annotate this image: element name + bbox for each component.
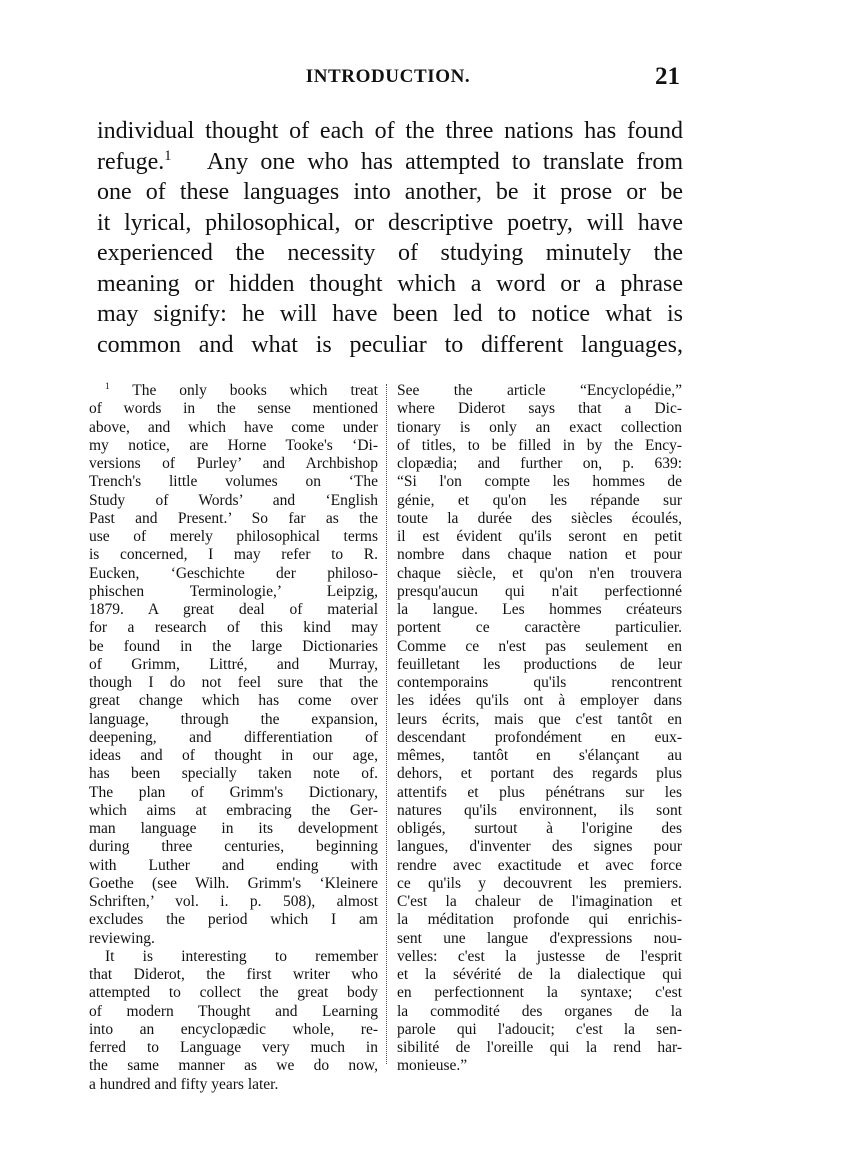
footnote-line: which aims at embracing the Ger-	[89, 801, 378, 819]
footnote-line: use of merely philosophical terms	[89, 528, 378, 545]
footnote-line: where Diderot says that a Dic-	[397, 400, 682, 418]
footnote-line: Trench's little volumes on ‘The	[89, 473, 378, 491]
footnote-line: reviewing.	[89, 929, 155, 947]
footnote-line: velles: c'est la justesse de l'esprit	[397, 947, 682, 965]
column-divider	[386, 384, 387, 1064]
footnote-line: ce qu'ils y decouvrent les premiers.	[397, 874, 682, 892]
text-fragment: Any one who has attempted to translate from	[206, 148, 683, 175]
footnote-line: toute la durée des siècles écoulés,	[397, 509, 682, 527]
page-number: 21	[655, 63, 680, 90]
footnote-line: la méditation profonde qui enrichis-	[397, 911, 682, 929]
footnote-line: language, through the expansion,	[89, 710, 378, 728]
footnote-marker: 1	[105, 381, 110, 392]
footnote-line: en perfectionnent la syntaxe; c'est	[397, 984, 682, 1002]
footnote-line: langues, d'inventer des signes pour	[397, 838, 682, 856]
footnote-line: versions of Purley’ and Archbishop	[89, 455, 378, 472]
footnote-line: of modern Thought and Learning	[89, 1002, 378, 1020]
footnote-line: excludes the period which I am	[89, 911, 378, 929]
text-line: one of these languages into another, be it prose or be	[97, 179, 683, 205]
footnote-line: Eucken, ‘Geschichte der philoso-	[89, 564, 378, 582]
footnote-line: of words in the sense mentioned	[89, 400, 378, 418]
footnote-line: presqu'aucun qui n'ait perfectionné	[397, 582, 682, 600]
footnote-line: phischen Terminologie,’ Leipzig,	[89, 582, 378, 600]
footnote-line: tionary is only an exact collection	[397, 418, 682, 436]
footnote-line: It is interesting to remember	[105, 947, 378, 965]
footnote-line: attentifs et plus pénétrans sur les	[397, 783, 682, 801]
footnote-line: be found in the large Dictionaries	[89, 637, 378, 655]
footnote-line: Past and Present.’ So far as the	[89, 509, 378, 527]
footnote-line: has been specially taken note of.	[89, 765, 378, 783]
footnote-line: The plan of Grimm's Dictionary,	[89, 783, 378, 801]
text-line: experienced the necessity of studying minutely the	[97, 240, 683, 266]
footnote-line: et la sévérité de la dialectique qui	[397, 966, 682, 983]
footnote-line: deepening, and differentiation of	[89, 728, 378, 746]
text-line: meaning or hidden thought which a word or a phrase	[97, 270, 683, 297]
footnote-reference: 1	[164, 147, 172, 164]
text-line	[97, 147, 683, 178]
footnote-line: descendant profondément en eux-	[397, 728, 682, 746]
footnote-line: la langue. Les hommes créateurs	[397, 601, 682, 618]
footnote-line: Goethe (see Wilh. Grimm's ‘Kleinere	[89, 874, 378, 892]
footnote-line: with Luther and ending with	[89, 856, 378, 874]
footnote-line: nombre dans chaque nation et pour	[397, 546, 682, 564]
footnote-line: attempted to collect the great body	[89, 984, 378, 1002]
text-fragment: refuge.	[97, 148, 165, 175]
footnote-line: sibilité de l'oreille qui la rend har-	[397, 1039, 682, 1056]
text-line: it lyrical, philosophical, or descriptive poetry, will have	[97, 209, 683, 236]
footnote-line: See the article “Encyclopédie,”	[397, 382, 682, 399]
footnote-line: Comme ce n'est pas seulement en	[397, 637, 682, 655]
footnote-line: the same manner as we do now,	[89, 1057, 378, 1075]
text-line: may signify: he will have been led to notice what is	[97, 301, 683, 327]
footnote-line: les idées qu'ils ont à employer dans	[397, 692, 682, 710]
footnote-line: Schriften,’ vol. i. p. 508), almost	[89, 893, 378, 910]
footnote-line: man language in its development	[89, 820, 378, 837]
footnote-line: feuilletant les productions de leur	[397, 655, 682, 673]
main-text	[97, 116, 683, 360]
footnote-line	[89, 382, 378, 400]
footnote-line: monieuse.”	[397, 1057, 468, 1075]
footnote-line: ideas and of thought in our age,	[89, 747, 378, 764]
footnote-line: dehors, et portant des regards plus	[397, 765, 682, 783]
footnote-line: la commodité des organes de la	[397, 1002, 682, 1020]
footnote-right-column	[397, 382, 682, 1076]
text-line: individual thought of each of the three nations has found	[97, 118, 683, 144]
footnote-line: for a research of this kind may	[89, 619, 378, 637]
footnote-line: my notice, are Horne Tooke's ‘Di-	[89, 436, 378, 454]
text-line: common and what is peculiar to different languages,	[97, 331, 683, 358]
footnote-text: The only books which treat	[132, 382, 378, 399]
footnote-line: that Diderot, the first writer who	[89, 966, 378, 983]
footnote-line: though I do not feel sure that the	[89, 674, 378, 691]
footnote-line: 1879. A great deal of material	[89, 601, 378, 618]
footnote-line: contemporains qu'ils rencontrent	[397, 674, 682, 691]
footnote-line: chaque siècle, et qu'on n'en trouvera	[397, 564, 682, 582]
footnote-line: “Si l'on compte les hommes de	[397, 473, 682, 491]
footnote-line: sent une langue d'expressions nou-	[397, 929, 682, 947]
footnote-line: obligés, surtout à l'origine des	[397, 820, 682, 837]
footnote-line: a hundred and fifty years later.	[89, 1075, 279, 1093]
footnote-left-column	[89, 382, 378, 1094]
footnote-line: ferred to Language very much in	[89, 1039, 378, 1056]
footnote-line: Study of Words’ and ‘English	[89, 491, 378, 509]
footnote-line: génie, et qu'on les répande sur	[397, 491, 682, 509]
footnote-line: of titles, to be filled in by the Ency-	[397, 436, 682, 454]
footnote-line: natures qu'ils environnent, ils sont	[397, 801, 682, 819]
footnote-line: clopædia; and further on, p. 639:	[397, 455, 682, 472]
footnote-line: into an encyclopædic whole, re-	[89, 1020, 378, 1038]
footnote-line: mêmes, tantôt en s'élançant au	[397, 747, 682, 764]
footnote-line: of Grimm, Littré, and Murray,	[89, 655, 378, 673]
page-title: INTRODUCTION.	[305, 66, 471, 87]
footnote-line: great change which has come over	[89, 692, 378, 710]
footnote-line: rendre avec exactitude et avec force	[397, 856, 682, 874]
footnote-line: above, and which have come under	[89, 418, 378, 436]
footnote-line: leurs écrits, mais que c'est tantôt en	[397, 710, 682, 728]
footnote-line: is concerned, I may refer to R.	[89, 546, 378, 564]
footnote-line: il est évident qu'ils seront en petit	[397, 528, 682, 545]
footnote-line: C'est la chaleur de l'imagination et	[397, 893, 682, 910]
running-head	[96, 63, 680, 100]
footnote-line: portent ce caractère particulier.	[397, 619, 682, 637]
footnote-line: during three centuries, beginning	[89, 838, 378, 856]
footnote-line: parole qui l'adoucit; c'est la sen-	[397, 1020, 682, 1038]
